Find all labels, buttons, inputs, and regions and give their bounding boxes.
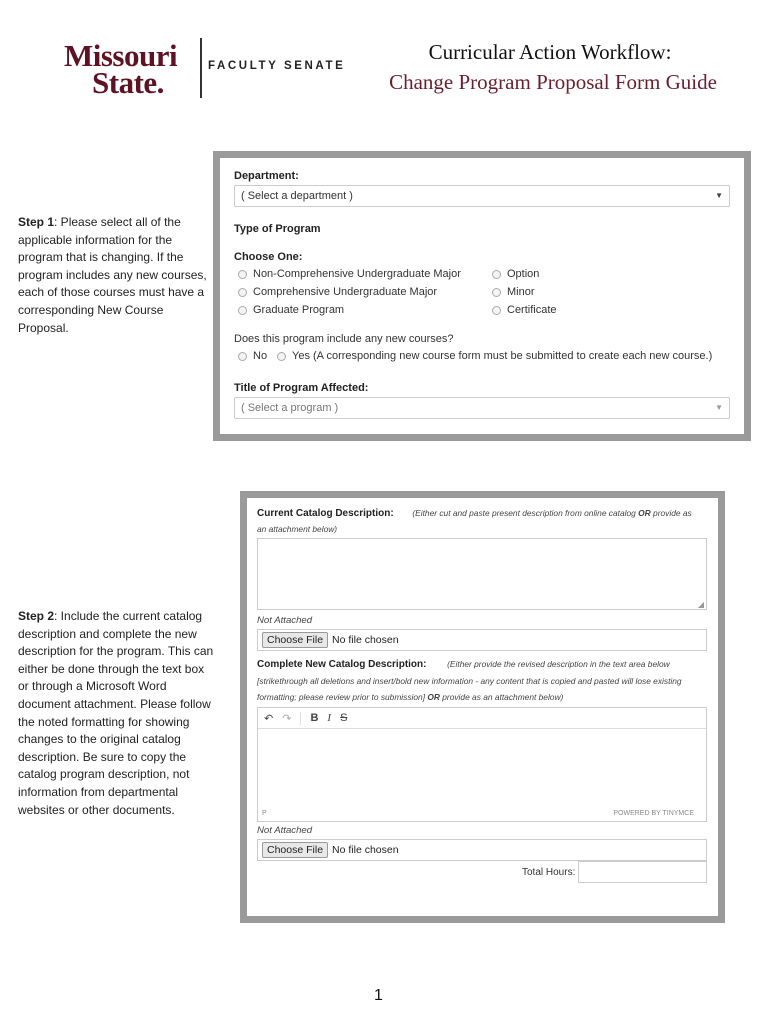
bold-button[interactable]: B xyxy=(310,712,319,724)
new-courses-no[interactable] xyxy=(238,350,267,362)
current-note-line2: an attachment below) xyxy=(257,524,338,534)
new-not-attached: Not Attached xyxy=(257,825,313,836)
option-non-comprehensive-major[interactable] xyxy=(238,268,461,280)
editor-status-path: P xyxy=(262,810,267,817)
logo-line-1: Missouri xyxy=(64,38,178,73)
step-1-text: : Please select all of the applicable information for the program that is changing. If the program includes any new courses, each of those courses must have a corresponding New Course Proposal. xyxy=(18,215,207,335)
radio-icon[interactable] xyxy=(277,352,286,361)
option-label: Non-Comprehensive Undergraduate Major xyxy=(253,268,461,280)
choose-one-label: Choose One: xyxy=(234,251,303,263)
program-select[interactable] xyxy=(234,397,730,419)
document-title: Curricular Action Workflow: xyxy=(428,40,672,64)
choose-file-button[interactable]: Choose File xyxy=(262,842,328,858)
option-option[interactable] xyxy=(492,268,539,280)
new-courses-question: Does this program include any new courses? xyxy=(234,333,454,345)
missouri-state-logo xyxy=(64,40,194,98)
step-2-instructions xyxy=(18,608,214,819)
powered-by-tinymce: POWERED BY TINYMCE xyxy=(613,810,694,817)
option-certificate[interactable] xyxy=(492,304,557,316)
option-minor[interactable] xyxy=(492,286,535,298)
title-of-program-label: Title of Program Affected: xyxy=(234,382,369,394)
new-note-line1: (Either provide the revised description in the text area below xyxy=(447,659,670,669)
logo-divider xyxy=(200,38,202,98)
option-label: Minor xyxy=(507,286,535,298)
rich-text-editor[interactable] xyxy=(257,707,707,822)
strikethrough-button[interactable]: S xyxy=(340,712,348,724)
total-hours-input[interactable] xyxy=(578,861,707,883)
radio-icon[interactable] xyxy=(492,306,501,315)
faculty-senate-label: FACULTY SENATE xyxy=(208,60,346,72)
resize-handle-icon[interactable]: ◢ xyxy=(697,600,704,609)
radio-icon[interactable] xyxy=(492,288,501,297)
no-file-chosen-text: No file chosen xyxy=(332,844,399,856)
option-graduate-program[interactable] xyxy=(238,304,344,316)
redo-icon[interactable]: ↷ xyxy=(282,712,292,725)
step-1-instructions xyxy=(18,214,214,337)
or-label: OR xyxy=(638,508,651,518)
new-note-line3 xyxy=(257,692,563,702)
new-note-line3b: provide as an attachment below) xyxy=(439,692,564,702)
italic-button[interactable]: I xyxy=(327,712,332,724)
radio-icon[interactable] xyxy=(238,288,247,297)
new-catalog-label: Complete New Catalog Description: xyxy=(257,659,427,670)
current-catalog-heading xyxy=(257,508,692,519)
option-label: Option xyxy=(507,268,540,280)
program-form-screenshot xyxy=(213,151,751,441)
dropdown-arrow-icon: ▼ xyxy=(715,191,723,200)
current-not-attached: Not Attached xyxy=(257,615,313,626)
current-catalog-textarea[interactable] xyxy=(257,538,707,610)
option-comprehensive-major[interactable] xyxy=(238,286,437,298)
option-label: Certificate xyxy=(507,304,557,316)
page-number: 1 xyxy=(374,987,383,1004)
document-subtitle: Change Program Proposal Form Guide xyxy=(389,70,717,94)
or-label: OR xyxy=(427,692,440,702)
radio-icon[interactable] xyxy=(238,352,247,361)
step-2-label: Step 2 xyxy=(18,609,55,623)
toolbar-separator xyxy=(300,712,301,725)
new-note-line2: [strikethrough all deletions and insert/bold new information - any content that is copied and pasted will lose existing xyxy=(257,676,682,686)
department-select-value: ( Select a department ) xyxy=(241,190,353,202)
total-hours-label: Total Hours: xyxy=(522,867,576,878)
step-2-text: : Include the current catalog description and complete the new description for the program. This can either be done through the text box or through a Microsoft Word document attachment. Please follow the noted formatting for showing changes to the original catalog description. Be sure to copy the catalog program description, not information from departmental websites or other documents. xyxy=(18,609,214,817)
catalog-description-screenshot xyxy=(240,491,725,923)
radio-icon[interactable] xyxy=(492,270,501,279)
department-select[interactable] xyxy=(234,185,730,207)
new-courses-yes[interactable] xyxy=(277,350,712,362)
no-file-chosen-text: No file chosen xyxy=(332,634,399,646)
radio-icon[interactable] xyxy=(238,306,247,315)
type-of-program-heading: Type of Program xyxy=(234,223,321,235)
choose-file-button[interactable]: Choose File xyxy=(262,632,328,648)
option-label: Graduate Program xyxy=(253,304,345,316)
option-label: Comprehensive Undergraduate Major xyxy=(253,286,438,298)
option-label: No xyxy=(253,350,268,362)
step-1-label: Step 1 xyxy=(18,215,55,229)
new-note-line3a: formatting; please review prior to submission] xyxy=(257,692,428,702)
new-catalog-heading xyxy=(257,659,670,670)
department-label: Department: xyxy=(234,170,299,182)
current-note-part1: (Either cut and paste present description from online catalog xyxy=(412,508,639,518)
logo-line-2: State. xyxy=(92,65,164,100)
dropdown-arrow-icon: ▼ xyxy=(715,403,723,412)
new-file-input[interactable] xyxy=(257,839,707,861)
option-label: Yes (A corresponding new course form must be submitted to create each new course.) xyxy=(292,350,713,362)
current-catalog-label: Current Catalog Description: xyxy=(257,508,394,519)
current-file-input[interactable] xyxy=(257,629,707,651)
program-select-value: ( Select a program ) xyxy=(241,402,339,414)
current-note-part2: provide as xyxy=(650,508,692,518)
editor-toolbar xyxy=(258,708,706,729)
undo-icon[interactable]: ↶ xyxy=(264,712,274,725)
radio-icon[interactable] xyxy=(238,270,247,279)
